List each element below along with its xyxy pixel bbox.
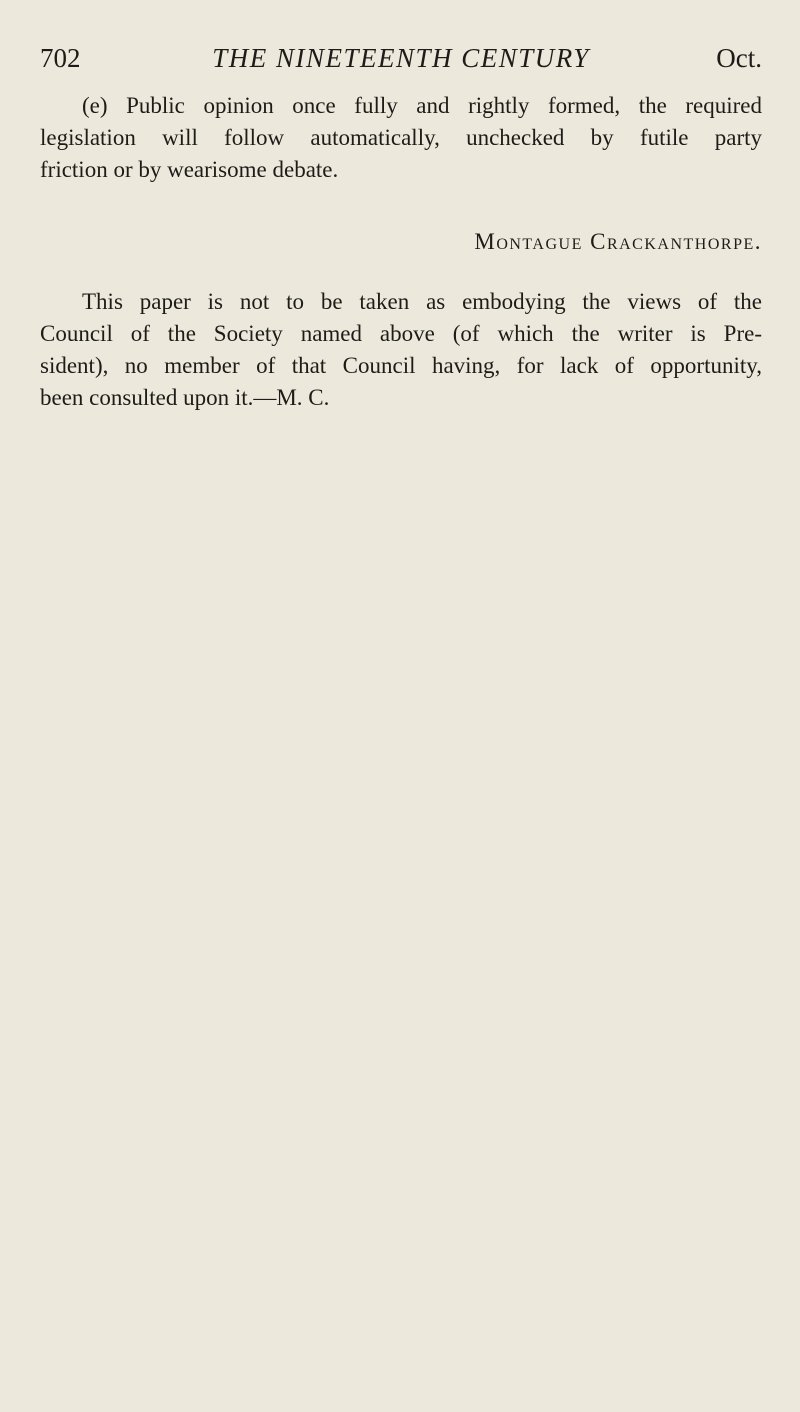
paragraph-line: friction or by wearisome debate. <box>40 157 339 182</box>
journal-title: THE NINETEENTH CENTURY <box>212 43 590 73</box>
paragraph-line: Council of the Society named above (of which the writer is Pre- <box>40 321 762 346</box>
running-head <box>40 38 762 78</box>
paragraph-line: been consulted upon it.—M. C. <box>40 385 330 410</box>
paragraph-line: sident), no member of that Council having, for lack of opportunity, <box>40 353 762 378</box>
paragraph-note <box>40 286 762 414</box>
issue-month: Oct. <box>716 43 762 73</box>
paragraph-line: This paper is not to be taken as embodying the views of the <box>82 289 762 314</box>
paragraph-line: (e) Public opinion once fully and rightly formed, the required <box>82 93 762 118</box>
page-number: 702 <box>40 43 81 73</box>
paragraph-line: legislation will follow automatically, unchecked by futile party <box>40 125 762 150</box>
paragraph-public-opinion <box>40 90 762 186</box>
author-signature: Montague Crackanthorpe. <box>474 229 762 254</box>
